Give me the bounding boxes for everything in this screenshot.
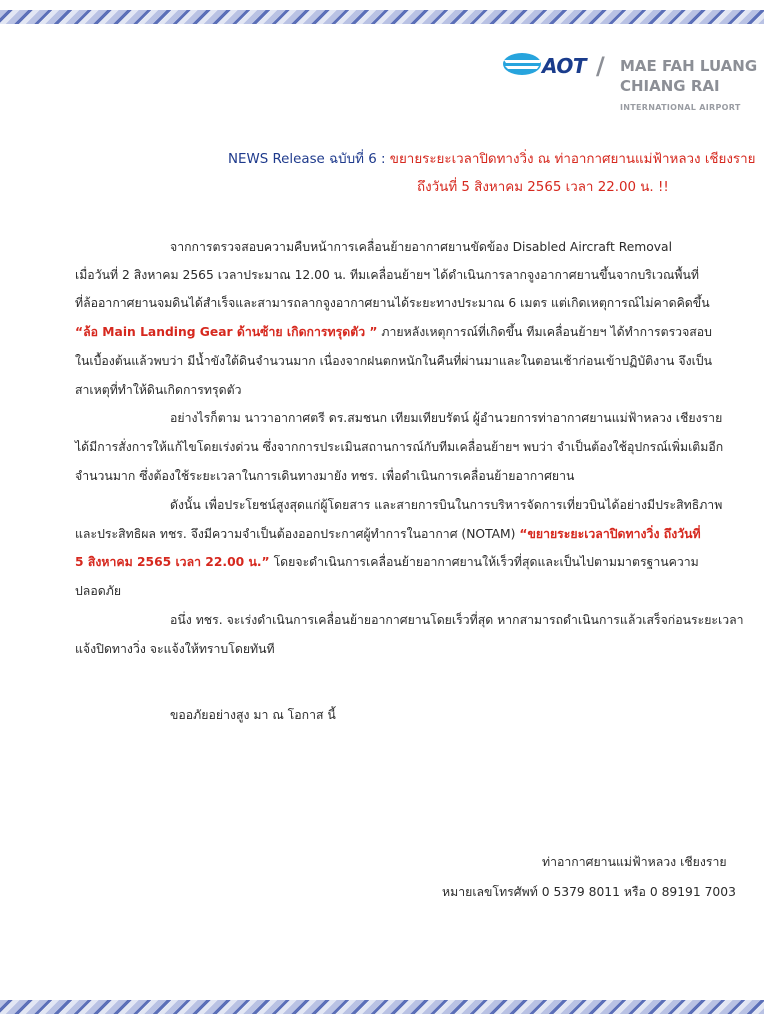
news-headline [228,150,755,170]
logo-slash: / [596,52,605,80]
body-text-line: ดังนั้น เพื่อประโยชน์สูงสุดแก่ผู้โดยสาร และสายการบินในการบริหารจัดการเที่ยวบินได้อย่างมีประสิทธิภาพ [170,498,723,512]
body-text-line [75,322,712,342]
headline-title-line1: ขยายระยะเวลาปิดทางวิ่ง ณ ท่าอากาศยานแม่ฟ้าหลวง เชียงราย [385,152,756,167]
bottom-decorative-stripe [0,1000,764,1014]
apology-text: ขออภัยอย่างสูง มา ณ โอกาส นี้ [170,708,336,722]
logo-city-name: CHIANG RAI [620,77,720,95]
top-decorative-stripe [0,10,764,24]
headline-prefix: NEWS Release ฉบับที่ 6 : [228,152,386,167]
signature-phone: หมายเลขโทรศัพท์ 0 5379 8011 หรือ 0 89191 7003 [442,885,736,899]
body-text-fragment: ภายหลังเหตุการณ์ที่เกิดขึ้น ทีมเคลื่อนย้ายฯ ได้ทำการตรวจสอบ [377,325,712,339]
logo-brand: AOT [542,54,587,78]
body-text-line: อนึ่ง ทชร. จะเร่งดำเนินการเคลื่อนย้ายอากาศยานโดยเร็วที่สุด หากสามารถดำเนินการแล้วเสร็จก่อนระยะเวลา [170,613,744,627]
aot-logo [502,48,758,118]
body-text-fragment: โดยจะดำเนินการเคลื่อนย้ายอากาศยานให้เร็วที่สุดและเป็นไปตามมาตรฐานความ [269,555,699,569]
body-text-line: ปลอดภัย [75,584,122,598]
body-text-line: ได้มีการสั่งการให้แก้ไขโดยเร่งด่วน ซึ่งจากการประเมินสถานการณ์กับทีมเคลื่อนย้ายฯ พบว่า จำเป็นต้องใช้อุปกรณ์เพิ่มเติมอีก [75,440,724,454]
logo-subtitle: INTERNATIONAL AIRPORT [620,103,741,112]
body-text-line: อย่างไรก็ตาม นาวาอากาศตรี ดร.สมชนก เทียมเทียบรัตน์ ผู้อำนวยการท่าอากาศยานแม่ฟ้าหลวง เชียงราย [170,411,723,425]
logo-airport-name: MAE FAH LUANG [620,57,758,75]
body-text-line [75,552,699,572]
signature-org: ท่าอากาศยานแม่ฟ้าหลวง เชียงราย [542,855,727,869]
headline-title-line2: ถึงวันที่ 5 สิงหาคม 2565 เวลา 22.00 น. !! [417,180,669,195]
body-text-line [75,524,701,544]
body-text-line: ที่ล้ออากาศยานจมดินได้สำเร็จและสามารถลากจูงอากาศยานได้ระยะทางประมาณ 6 เมตร แต่เกิดเหตุการณ์ไม่คาดคิดขึ้น [75,296,710,310]
body-text-line: ในเบื้องต้นแล้วพบว่า มีน้ำขังใต้ดินจำนวนมาก เนื่องจากฝนตกหนักในคืนที่ผ่านมาและในตอนเช้าก่อนเข้าปฏิบัติงาน จึงเป็น [75,354,712,368]
highlight-runway-closure: “ขยายระยะเวลาปิดทางวิ่ง ถึงวันที่ [519,527,701,541]
body-text-line: จากการตรวจสอบความคืบหน้าการเคลื่อนย้ายอากาศยานขัดข้อง Disabled Aircraft Removal [170,240,673,254]
body-text-line: เมื่อวันที่ 2 สิงหาคม 2565 เวลาประมาณ 12.00 น. ทีมเคลื่อนย้ายฯ ได้ดำเนินการลากจูงอากาศยานขึ้นจากบริเวณพื้นที่ [75,268,700,282]
highlight-closure-date: 5 สิงหาคม 2565 เวลา 22.00 น.” [75,555,270,569]
body-text-line: จำนวนมาก ซึ่งต้องใช้ระยะเวลาในการเดินทางมายัง ทชร. เพื่อดำเนินการเคลื่อนย้ายอากาศยาน [75,469,575,483]
body-text-fragment: และประสิทธิผล ทชร. จึงมีความจำเป็นต้องออกประกาศผู้ทำการในอากาศ (NOTAM) [75,527,520,541]
highlight-landing-gear: “ล้อ Main Landing Gear ด้านซ้าย เกิดการทรุดตัว ” [75,325,378,339]
body-text-line: แจ้งปิดทางวิ่ง จะแจ้งให้ทราบโดยทันที [75,642,275,656]
body-text-line: สาเหตุที่ทำให้ดินเกิดการทรุดตัว [75,383,242,397]
